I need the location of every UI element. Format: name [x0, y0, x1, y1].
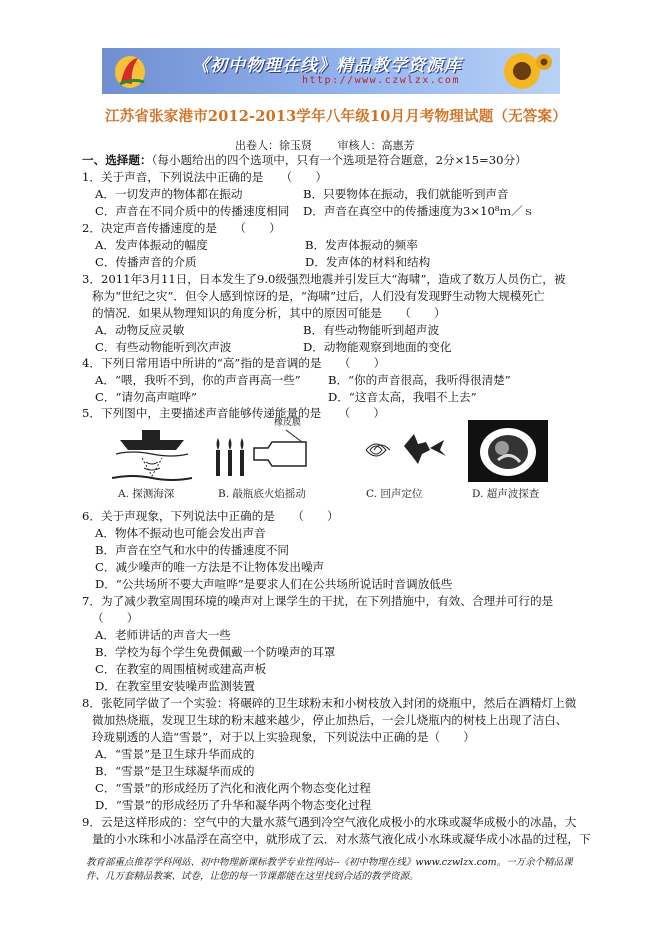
- figure-b-caption: B. 敲瓶底火焰摇动: [218, 488, 306, 500]
- document-title: 江苏省张家港市2012-2013学年八年级10月月考物理试题（无答案）: [105, 108, 567, 125]
- q5-stem: 5．下列图中，主要描述声音能够传递能量的是 （ ）: [82, 406, 386, 420]
- q6-option-a: A．物体不振动也可能会发出声音: [95, 526, 266, 540]
- authors-line: [235, 137, 437, 153]
- q1-option-a: A．一切发声的物体都在振动: [95, 187, 243, 201]
- q9-line-2: 量的小水珠和小冰晶浮在高空中，就形成了云．对水蒸气液化成小水珠或凝华成小冰晶的过程，下: [92, 832, 591, 846]
- q3-option-d: D．动物能观察到地面的变化: [303, 340, 452, 354]
- setter-name: 出卷人：徐玉贤: [235, 139, 312, 152]
- q7-option-b: B．学校为每个学生免费佩戴一个防噪声的耳罩: [95, 645, 336, 659]
- figure-b: [210, 418, 320, 500]
- sunflower-icon: [492, 50, 552, 92]
- q4-option-b: B．“你的声音很高，我听得很清楚”: [328, 373, 511, 387]
- q4-option-a: A．“喂，我听不到，你的声音再高一些”: [95, 373, 301, 387]
- section-label: 一、选择题：: [82, 153, 152, 167]
- site-logo-icon: [112, 52, 148, 90]
- q7-option-d: D．在教室里安装噪声监测装置: [95, 679, 256, 693]
- q1-option-d: D．声音在真空中的传播速度为3×10⁸ｍ／ｓ: [303, 204, 535, 218]
- candle-bottle-icon: [210, 420, 320, 482]
- figure-a-caption: A. 探测海深: [118, 488, 175, 500]
- q2-option-b: B．发声体振动的频率: [305, 238, 418, 252]
- q1-option-c: C．声音在不同介质中的传播速度相同: [95, 204, 290, 218]
- q4-option-c: C．“请勿高声喧哗”: [95, 390, 197, 404]
- q3-line-2: 称为“世纪之灾”．但令人感到惊讶的是，“海啸”过后，人们没有发现野生动物大规模死亡: [92, 289, 545, 303]
- q8-option-d: D．“雪景”的形成经历了升华和凝华两个物态变化过程: [95, 798, 372, 812]
- figure-d-caption: D. 超声波探查: [472, 488, 540, 500]
- q6-option-c: C．减少噪声的唯一方法是不让物体发出噪声: [95, 560, 325, 574]
- q3-option-c: C．有些动物能听到次声波: [95, 340, 232, 354]
- q7-option-a: A．老师讲话的声音大一些: [95, 628, 231, 642]
- q3-option-a: A．动物反应灵敏: [95, 323, 185, 337]
- header-banner: [102, 48, 560, 94]
- bat-echolocation-icon: [356, 420, 448, 482]
- q3-line-1: 3．2011年3月11日，日本发生了9.0级强烈地震并引发巨大“海啸”，造成了数万人员伤亡，被: [82, 272, 566, 286]
- q4-option-d: D．“这音太高，我唱不上去”: [328, 390, 477, 404]
- ship-sonar-icon: [112, 420, 192, 482]
- q3-line-3: 的情况．如果从物理知识的角度分析，其中的原因可能是 （ ）: [92, 306, 446, 320]
- q8-line-1: 8．张乾同学做了一个实验：将碾碎的卫生球粉末和小树枝放入封闭的烧瓶中，然后在酒精灯上微: [82, 696, 577, 710]
- q7-line-2: （ ）: [92, 611, 139, 625]
- q7-option-c: C．在教室的周围植树或建高声板: [95, 662, 267, 676]
- membrane-label: 橡皮膜: [274, 418, 302, 428]
- figure-c: [356, 420, 448, 500]
- q6-stem: 6．关于声现象，下列说法中正确的是 （ ）: [82, 509, 339, 523]
- figure-a: [112, 420, 192, 500]
- ultrasound-image-icon: [468, 420, 548, 482]
- page-footer: [86, 856, 586, 884]
- q3-option-b: B．有些动物能听到超声波: [303, 323, 440, 337]
- footer-line-1: 教育部重点推荐学科网站、初中物理新课标教学专业性网站--《初中物理在线》www.czwlzx.com。一万余个精品课: [86, 857, 573, 868]
- banner-url: http://www.czwlzx.com: [302, 75, 460, 86]
- q6-option-d: D．“公共场所不要大声喧哗”是要求人们在公共场所说话时音调放低些: [95, 577, 453, 591]
- q9-line-1: 9．云是这样形成的：空气中的大量水蒸气遇到冷空气液化成极小的水珠或凝华成极小的冰晶，大: [82, 815, 577, 829]
- q2-stem: 2．决定声音传播速度的是 （ ）: [82, 221, 281, 235]
- q1-stem: 1．关于声音，下列说法中正确的是 （ ）: [82, 170, 328, 184]
- q8-option-b: B．“雪景”是卫生球凝华而成的: [95, 764, 255, 778]
- q8-option-c: C．“雪景”的形成经历了汽化和液化两个物态变化过程: [95, 781, 371, 795]
- banner-title: 《初中物理在线》精品教学资源库: [192, 56, 462, 76]
- q8-line-3: 玲珑剔透的人造“雪景”，对于以上实验现象，下列说法中正确的是（ ）: [92, 730, 475, 744]
- figure-c-caption: C. 回声定位: [366, 488, 423, 500]
- q2-option-c: C．传播声音的介质: [95, 255, 197, 269]
- q6-option-b: B．声音在空气和水中的传播速度不同: [95, 543, 290, 557]
- footer-line-2: 件、几万套精品教案、试卷，让您的每一节课都能在这里找到合适的教学资源。: [86, 871, 419, 882]
- reviewer-name: 审核人：高惠芳: [337, 139, 415, 152]
- q4-stem: 4．下列日常用语中所讲的“高”指的是音调的是 （ ）: [82, 356, 386, 370]
- section-heading: [82, 153, 527, 168]
- q1-option-b: B．只要物体在振动，我们就能听到声音: [303, 187, 509, 201]
- q8-line-2: 微加热烧瓶，发现卫生球的粉末越来越少，停止加热后，一会儿烧瓶内的树枝上出现了洁白、: [92, 713, 568, 727]
- section-instruction: （每小题给出的四个选项中，只有一个选项是符合题意，2分×15=30分）: [151, 153, 527, 167]
- q2-option-d: D．发声体的材料和结构: [305, 255, 431, 269]
- q8-option-a: A．“雪景”是卫生球升华而成的: [95, 747, 255, 761]
- q7-line-1: 7．为了减少教室周围环境的噪声对上课学生的干扰，在下列措施中，有效、合理并可行的是: [82, 594, 554, 608]
- q2-option-a: A．发声体振动的幅度: [95, 238, 208, 252]
- figure-d: [468, 420, 548, 500]
- q5-figures: [112, 420, 562, 502]
